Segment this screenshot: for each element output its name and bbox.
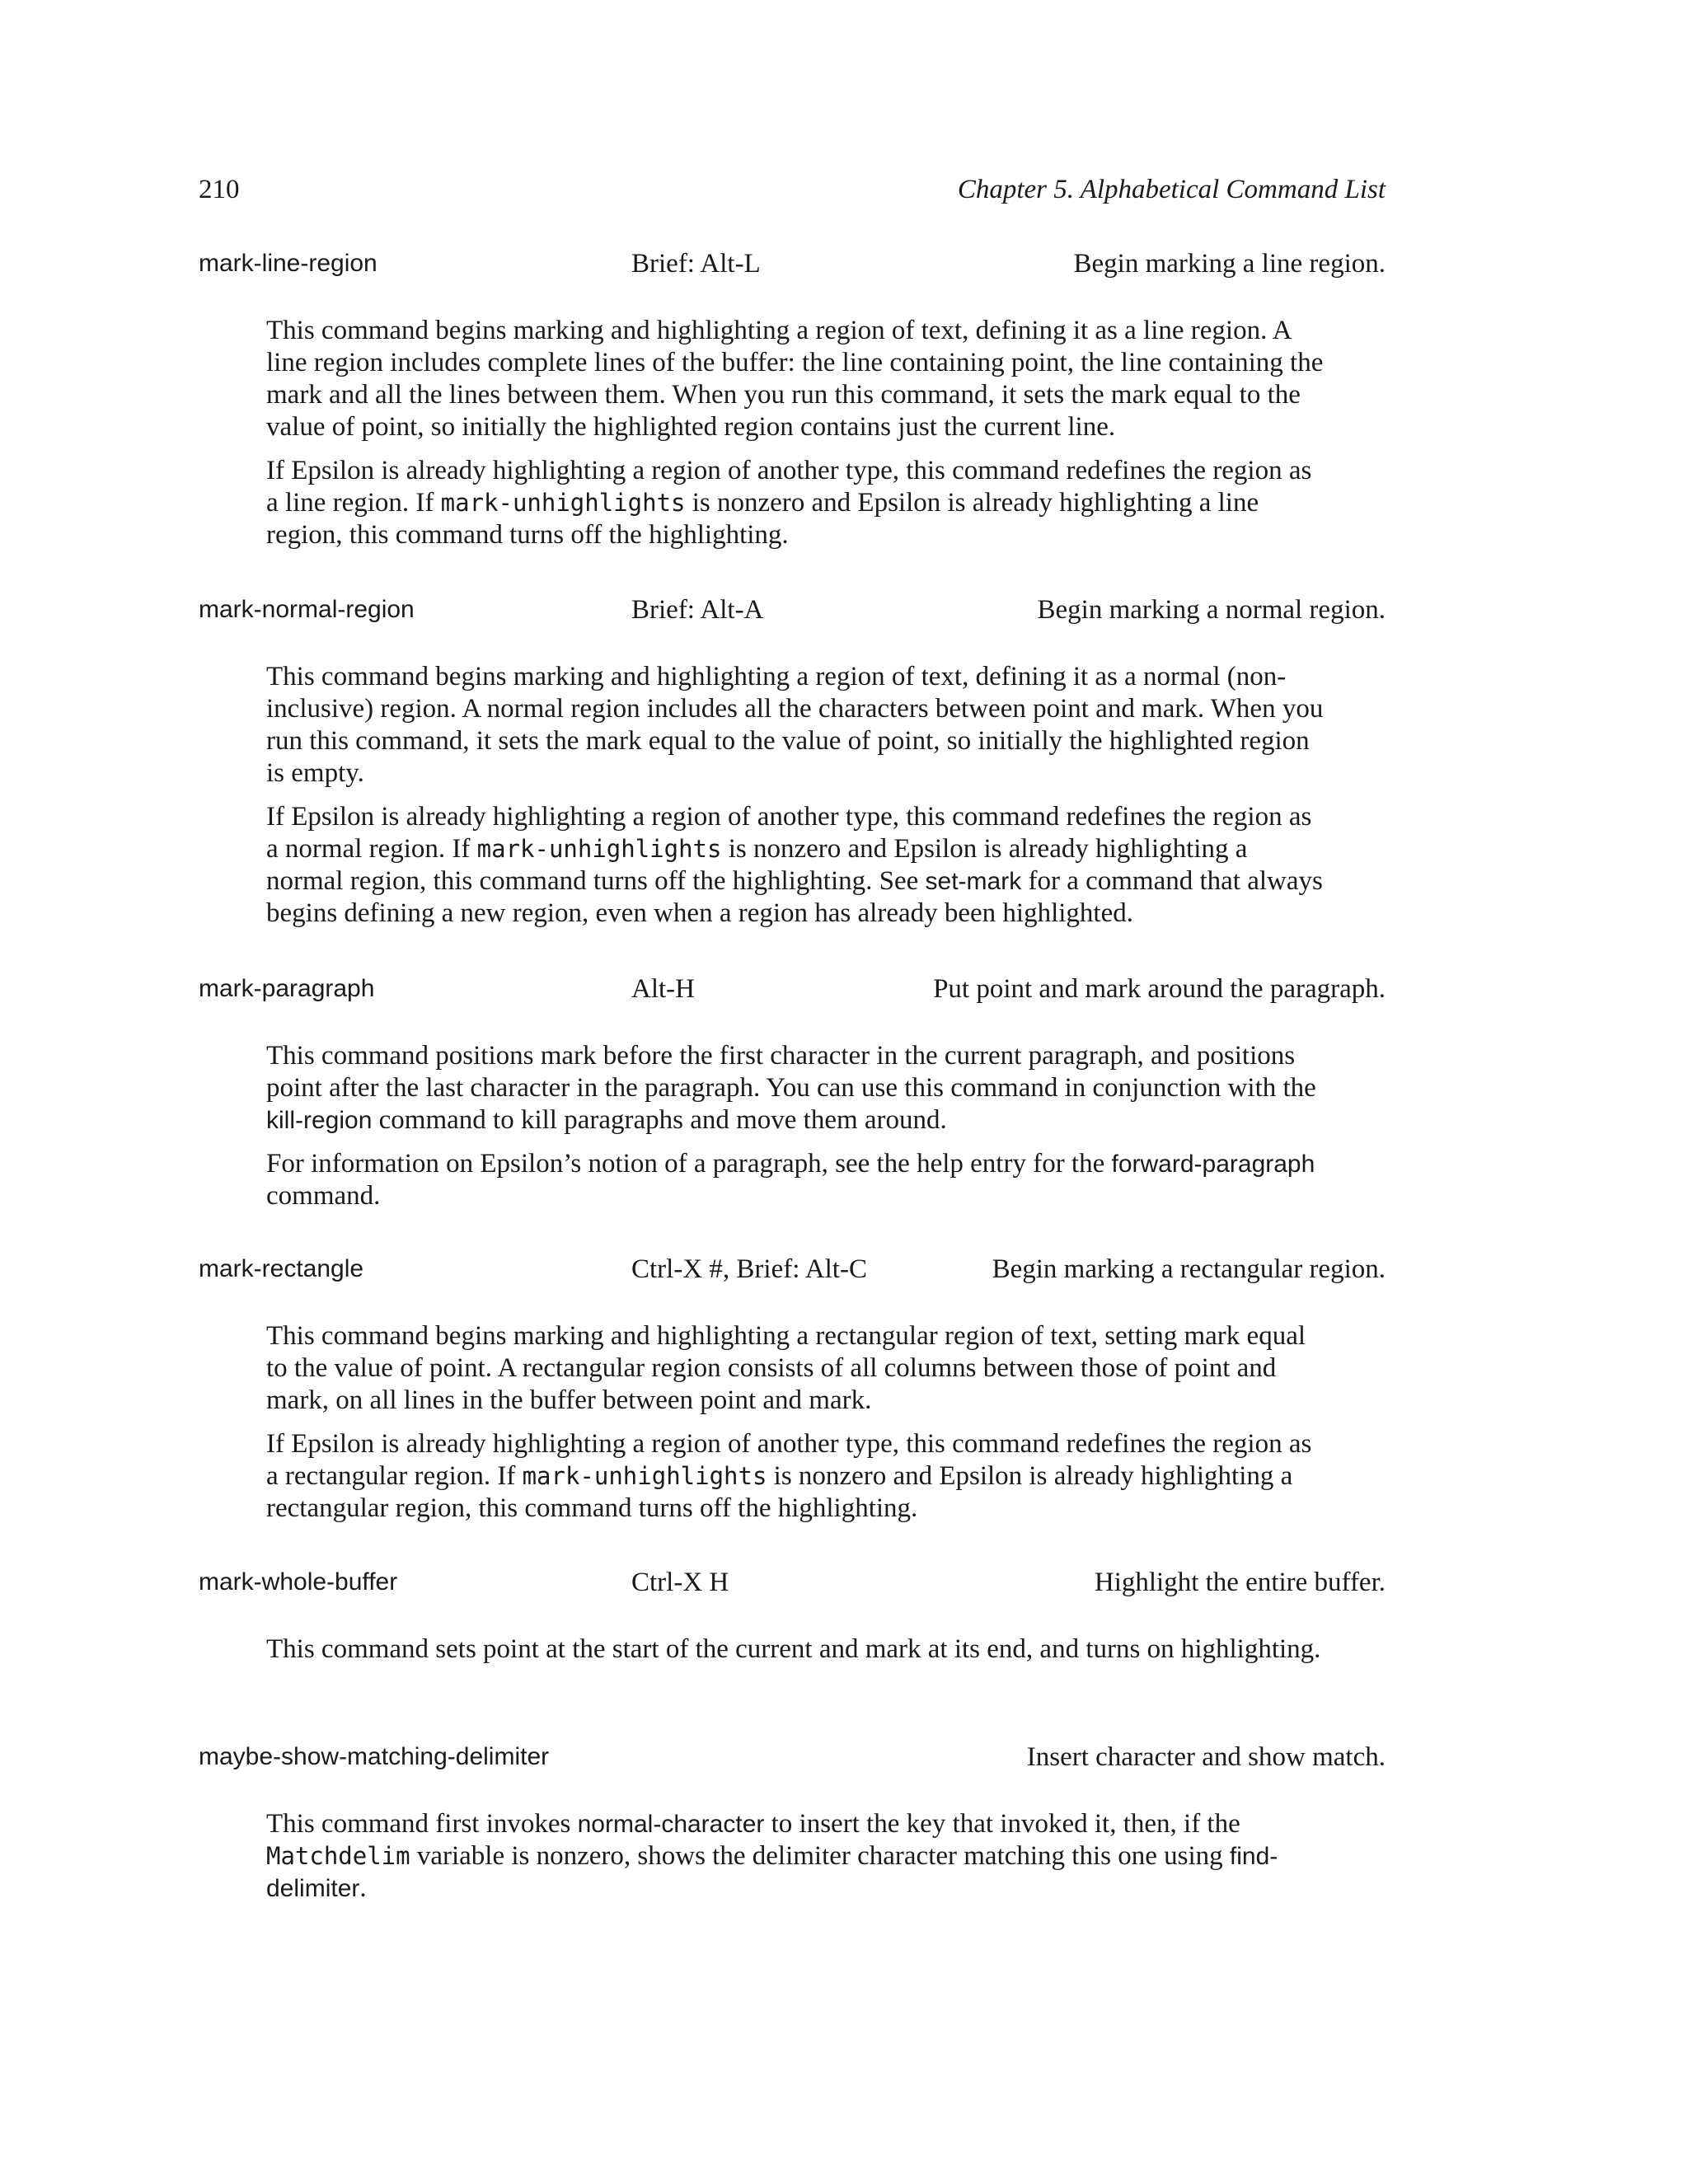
entry-description [266, 1808, 1329, 1905]
paragraph-text: This command first invokes [266, 1809, 578, 1839]
paragraph-text: For information on Epsilon’s notion of a paragraph, see the help entry for the [266, 1149, 1112, 1179]
command-entry-mark-whole-buffer [199, 1564, 1386, 1677]
paragraph-text: is nonzero and Epsilon is already highlighting a normal region, this command turns off the highlighting. See [266, 834, 1248, 896]
command-summary: Begin marking a line region. [1073, 249, 1386, 279]
variable-name: mark-unhighlights [440, 489, 686, 517]
chapter-title: Chapter 5. Alphabetical Command List [957, 175, 1386, 204]
variable-name: mark-unhighlights [476, 835, 722, 863]
entry-description [266, 1633, 1329, 1666]
command-entry-mark-rectangle [199, 1251, 1386, 1536]
command-entry-maybe-show-matching-delimiter [199, 1739, 1386, 1916]
description-paragraph [266, 455, 1329, 551]
paragraph-text: for a command that always begins defining a new region, even when a region has already been highlighted. [266, 866, 1323, 928]
description-paragraph [266, 661, 1329, 790]
command-summary: Put point and mark around the paragraph. [933, 974, 1386, 1004]
paragraph-text: This command sets point at the start of the current and mark at its end, and turns on highlighting. [266, 1634, 1321, 1664]
page-header [199, 171, 1386, 208]
description-paragraph [266, 801, 1329, 930]
description-paragraph [266, 1633, 1329, 1666]
paragraph-text: This command positions mark before the first character in the current paragraph, and positions point after the last character in the paragraph. You can use this command in conjunction with the [266, 1041, 1316, 1103]
variable-name: mark-unhighlights [522, 1462, 767, 1490]
command-reference: kill-region [266, 1107, 373, 1134]
description-paragraph [266, 1428, 1329, 1525]
command-name: mark-whole-buffer [199, 1568, 398, 1596]
command-keys: Alt-H [631, 974, 695, 1004]
command-summary: Begin marking a normal region. [1037, 595, 1386, 625]
paragraph-text: . [359, 1873, 367, 1903]
entry-description [266, 315, 1329, 551]
command-name: mark-paragraph [199, 975, 375, 1002]
entry-heading [199, 1251, 1386, 1287]
paragraph-text: This command begins marking and highlighting a region of text, defining it as a normal (non-inclusive) region. A normal region includes all the characters between point and mark. When you run this command, it sets the mark equal to the value of point, so initially the highlighted region is empty. [266, 662, 1324, 788]
entry-description [266, 661, 1329, 930]
paragraph-text: This command begins marking and highlighting a region of text, defining it as a line region. A line region includes complete lines of the buffer: the line containing point, the line containing the mark and all the lines between them. When you run this command, it sets the mark equal to the value of point, so initially the highlighted region contains just the current line. [266, 316, 1324, 442]
command-entry-mark-normal-region [199, 592, 1386, 941]
description-paragraph [266, 1320, 1329, 1417]
paragraph-text: If Epsilon is already highlighting a region of another type, this command redefines the region as a normal region. If [266, 802, 1312, 864]
command-keys: Brief: Alt-L [631, 249, 761, 279]
paragraph-text: is nonzero and Epsilon is already highlighting a line region, this command turns off the highlighting. [266, 488, 1259, 550]
paragraph-text: is nonzero and Epsilon is already highlighting a rectangular region, this command turns off the highlighting. [266, 1461, 1293, 1523]
command-reference: normal-character [577, 1811, 765, 1838]
command-keys: Ctrl-X #, Brief: Alt-C [631, 1254, 867, 1284]
command-reference: set-mark [925, 868, 1022, 895]
entry-heading [199, 1564, 1386, 1601]
description-paragraph [266, 1808, 1329, 1905]
command-reference: forward-paragraph [1111, 1151, 1315, 1178]
entry-heading [199, 592, 1386, 628]
command-keys: Brief: Alt-A [631, 595, 764, 625]
command-reference: find-delimiter [266, 1843, 1278, 1902]
paragraph-text: If Epsilon is already highlighting a region of another type, this command redefines the region as a rectangular region. If [266, 1429, 1312, 1491]
entry-heading [199, 246, 1386, 282]
command-entry-mark-paragraph [199, 971, 1386, 1224]
command-summary: Begin marking a rectangular region. [992, 1254, 1386, 1284]
command-keys: Ctrl-X H [631, 1568, 729, 1597]
command-name: mark-rectangle [199, 1255, 364, 1282]
entry-heading [199, 971, 1386, 1007]
description-paragraph [266, 1040, 1329, 1137]
description-paragraph [266, 315, 1329, 443]
variable-name: Matchdelim [266, 1842, 410, 1870]
page-number: 210 [199, 175, 240, 204]
description-paragraph [266, 1148, 1329, 1212]
command-name: mark-normal-region [199, 596, 415, 623]
paragraph-text: command. [266, 1181, 381, 1211]
paragraph-text: If Epsilon is already highlighting a region of another type, this command redefines the region as a line region. If [266, 456, 1312, 518]
entry-description [266, 1040, 1329, 1212]
paragraph-text: to insert the key that invoked it, then, if the [764, 1809, 1240, 1839]
command-name: maybe-show-matching-delimiter [199, 1743, 550, 1770]
paragraph-text: command to kill paragraphs and move them around. [372, 1105, 947, 1135]
command-entry-mark-line-region [199, 246, 1386, 563]
entry-description [266, 1320, 1329, 1525]
command-summary: Highlight the entire buffer. [1094, 1568, 1386, 1597]
command-name: mark-line-region [199, 250, 377, 277]
paragraph-text: variable is nonzero, shows the delimiter character matching this one using [410, 1841, 1230, 1871]
entry-heading [199, 1739, 1386, 1775]
command-summary: Insert character and show match. [1026, 1742, 1386, 1772]
paragraph-text: This command begins marking and highlighting a rectangular region of text, setting mark equal to the value of point. A rectangular region consists of all columns between those of point and mark, on all lines in the buffer between point and mark. [266, 1321, 1306, 1415]
